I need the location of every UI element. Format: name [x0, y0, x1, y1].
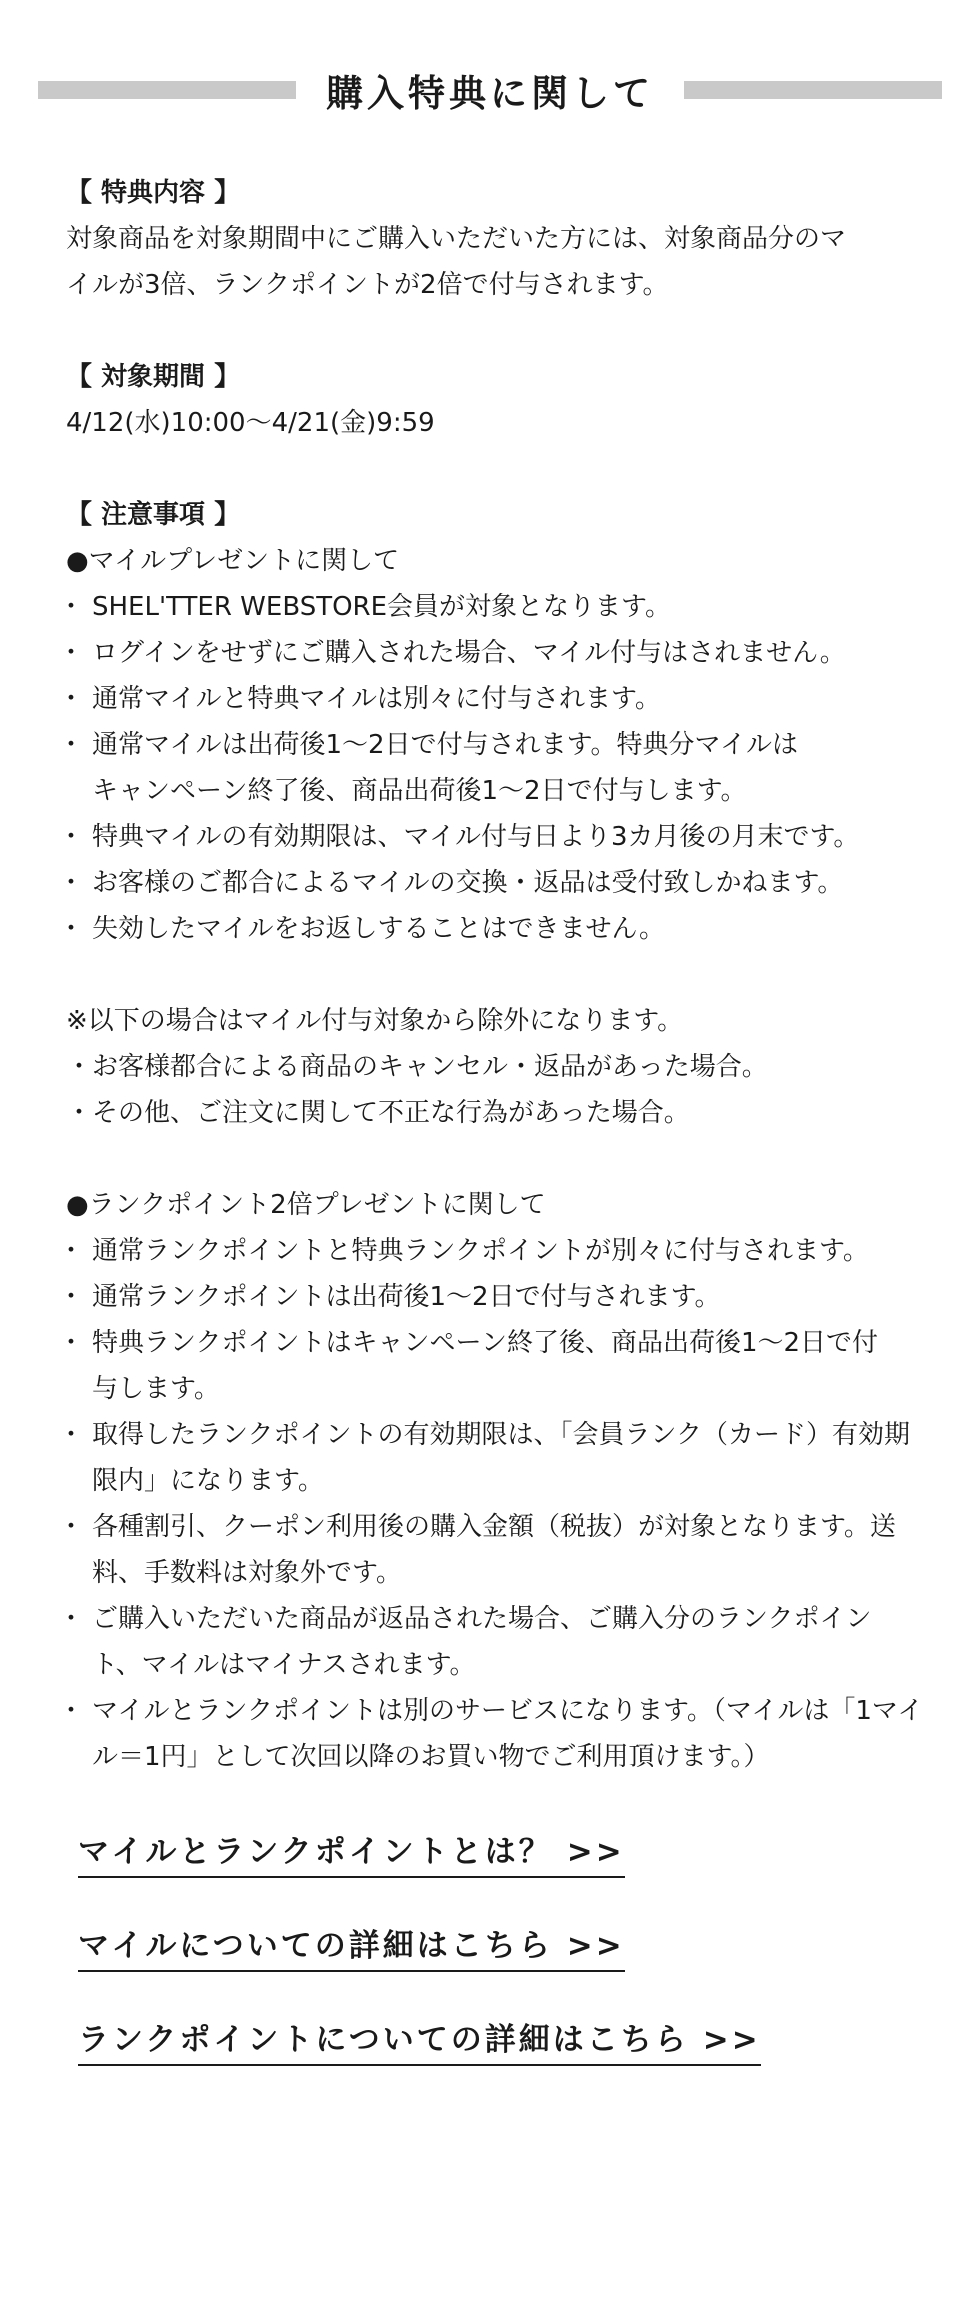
heading-left-bar — [38, 81, 296, 99]
mile-rank-about-link[interactable] — [78, 1830, 625, 1878]
rank-list — [66, 1228, 926, 1780]
link-list — [78, 1830, 761, 2112]
list-item: ・ ご購入いただいた商品が返品された場合、ご購入分のランクポイン — [66, 1596, 926, 1642]
content — [66, 170, 926, 1780]
rank-heading: ●ランクポイント2倍プレゼントに関して — [66, 1190, 546, 1220]
link-label: マイルとランクポイントとは？ — [78, 1834, 553, 1870]
list-item: ・ 失効したマイルをお返しすることはできません。 — [66, 906, 926, 952]
double-chevron-right-icon: >> — [566, 1834, 625, 1870]
list-item-continuation: ト、マイルはマイナスされます。 — [92, 1650, 476, 1680]
spacer — [66, 446, 926, 492]
list-item: ・ 各種割引、クーポン利用後の購入金額（税抜）が対象となります。送 — [66, 1504, 926, 1550]
link-row — [78, 2018, 761, 2112]
link-row — [78, 1924, 761, 2018]
exclusion-title: ※以下の場合はマイル付与対象から除外になります。 — [66, 1006, 684, 1036]
list-item: ・ 通常ランクポイントと特典ランクポイントが別々に付与されます。 — [66, 1228, 926, 1274]
double-chevron-right-icon: >> — [702, 2022, 761, 2058]
spacer — [66, 308, 926, 354]
list-item-continuation: 料、手数料は対象外です。 — [92, 1558, 402, 1588]
benefit-title: 【 特典内容 】 — [66, 178, 241, 208]
list-item: ・ 特典ランクポイントはキャンペーン終了後、商品出荷後1〜2日で付 — [66, 1320, 926, 1366]
period-title: 【 対象期間 】 — [66, 362, 241, 392]
list-item: ・ 通常マイルと特典マイルは別々に付与されます。 — [66, 676, 926, 722]
link-row — [78, 1830, 761, 1924]
section-heading — [38, 60, 942, 120]
double-chevron-right-icon: >> — [566, 1928, 625, 1964]
spacer — [66, 952, 926, 998]
spacer — [66, 1136, 926, 1182]
mile-details-link[interactable] — [78, 1924, 625, 1972]
period-value: 4/12(水)10:00〜4/21(金)9:59 — [66, 408, 435, 438]
benefit-text-line-1: 対象商品を対象期間中にご購入いただいた方には、対象商品分のマ — [66, 224, 847, 254]
list-item-continuation: キャンペーン終了後、商品出荷後1〜2日で付与します。 — [92, 776, 747, 806]
benefit-text-line-2: イルが3倍、ランクポイントが2倍で付与されます。 — [66, 270, 669, 300]
mile-list — [66, 584, 926, 952]
page-title: 購入特典に関して — [326, 72, 654, 115]
list-item: ・ ログインをせずにご購入された場合、マイル付与はされません。 — [66, 630, 926, 676]
exclusion-item: ・その他、ご注文に関して不正な行為があった場合。 — [66, 1098, 690, 1128]
list-item: ・ SHEL'TTER WEBSTORE会員が対象となります。 — [66, 584, 926, 630]
list-item: ・ マイルとランクポイントは別のサービスになります。（マイルは「1マイ — [66, 1688, 926, 1734]
exclusion-item: ・お客様都合による商品のキャンセル・返品があった場合。 — [66, 1052, 768, 1082]
list-item-continuation: 限内」になります。 — [92, 1466, 324, 1496]
link-label: マイルについての詳細はこちら — [78, 1928, 553, 1964]
notes-title: 【 注意事項 】 — [66, 500, 241, 530]
heading-right-bar — [684, 81, 942, 99]
list-item: ・ 通常ランクポイントは出荷後1〜2日で付与されます。 — [66, 1274, 926, 1320]
list-item-continuation: 与します。 — [92, 1374, 220, 1404]
rank-point-details-link[interactable] — [78, 2018, 761, 2066]
list-item: ・ 取得したランクポイントの有効期限は、「会員ランク（カード）有効期 — [66, 1412, 926, 1458]
list-item-continuation: ル＝1円」として次回以降のお買い物でご利用頂けます。） — [92, 1742, 770, 1772]
link-label: ランクポイントについての詳細はこちら — [78, 2022, 689, 2058]
list-item: ・ 通常マイルは出荷後1〜2日で付与されます。特典分マイルは — [66, 722, 926, 768]
list-item: ・ お客様のご都合によるマイルの交換・返品は受付致しかねます。 — [66, 860, 926, 906]
mile-heading: ●マイルプレゼントに関して — [66, 546, 400, 576]
list-item: ・ 特典マイルの有効期限は、マイル付与日より3カ月後の月末です。 — [66, 814, 926, 860]
